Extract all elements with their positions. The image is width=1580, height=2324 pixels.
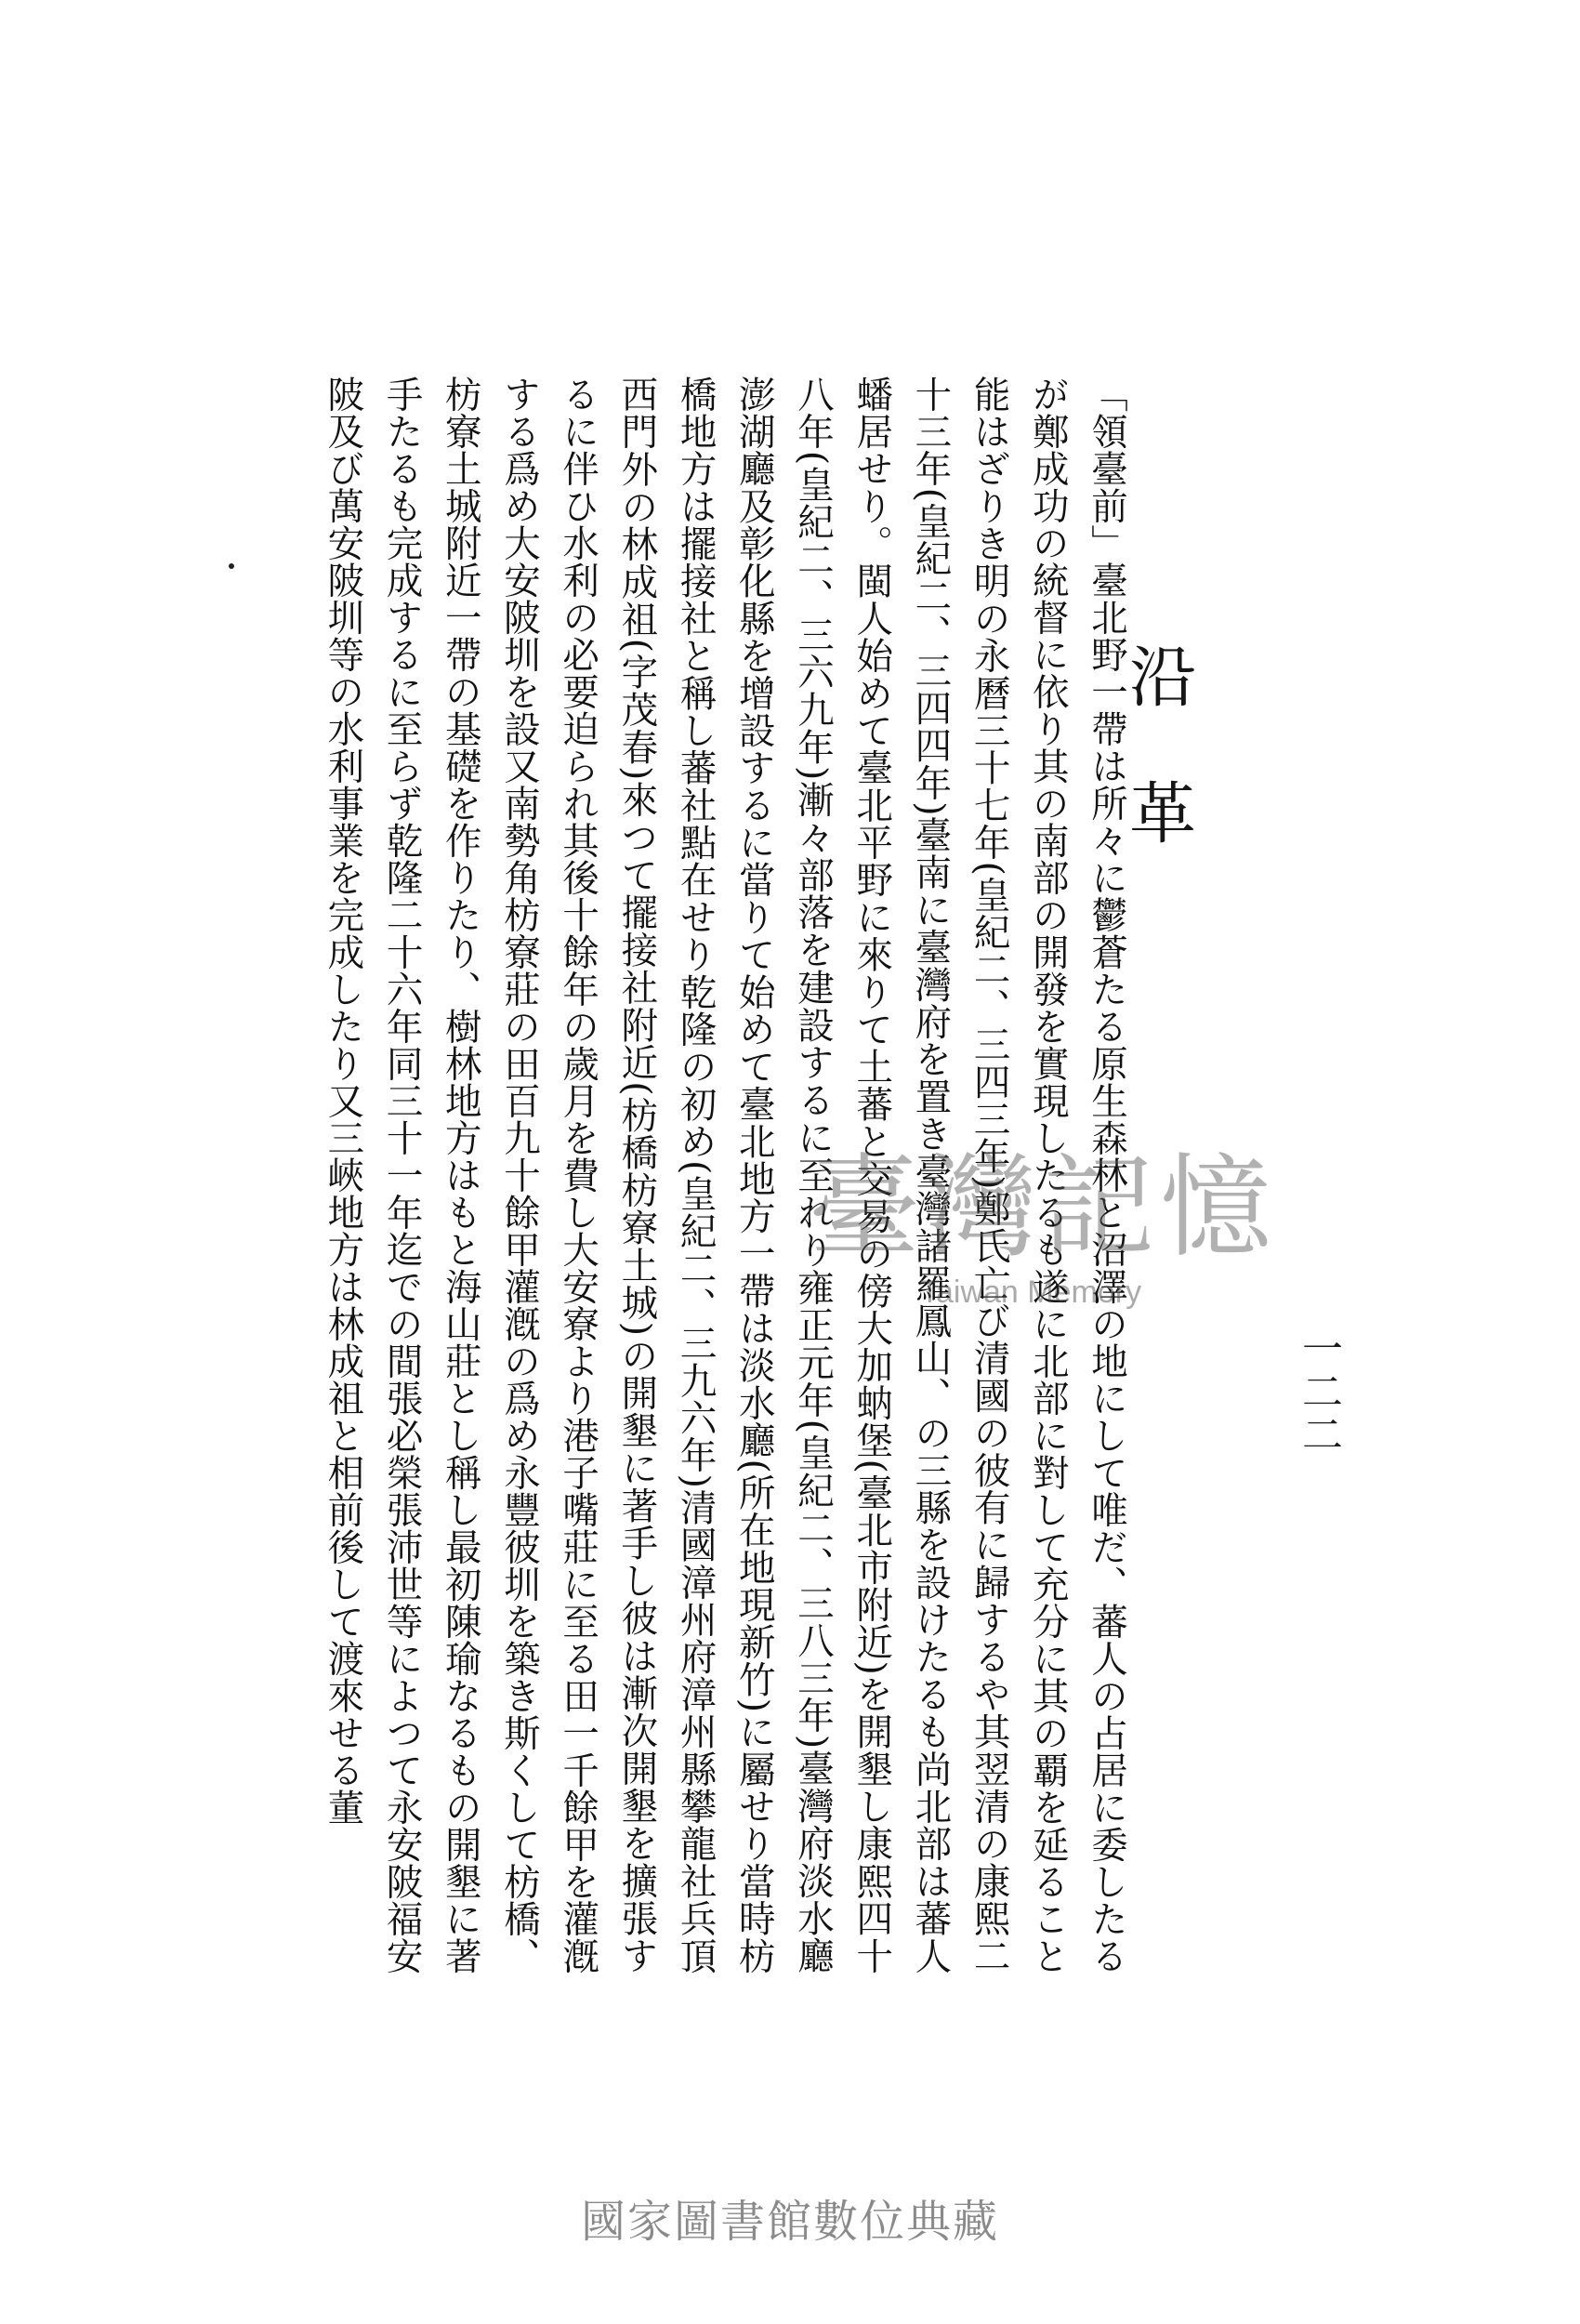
page-number: 一二二 [1295,1327,1342,1456]
watermark-subtitle: Taiwan Memory [920,1274,1142,1310]
body-paragraph: 「領臺前」臺北野一帶は所々に鬱蒼たる原生森林と沼澤の地にして唯だ、蕃人の占居に委したるが鄭成功の統督に依り其の南部の開發を實現したるも遂に北部に對して充分に其の覇を延ること能はざりき明の永曆三十七年(皇紀二、三四三年)鄭氏亡び清國の彼有に歸するや其翌清の康熙二十三年(皇紀二、三四四年)臺南に臺灣府を置き臺灣諸羅鳳山、の三縣を設けたるも尚北部は蕃人蟠居せり。閩人始めて臺北平野に來りて土蕃と交易の傍大加蚋堡(臺北市附近)を開墾し康熙四十八年(皇紀二、三六九年)漸々部落を建設するに至れり雍正元年(皇紀二、三八三年)臺灣府淡水廳澎湖廳及彰化縣を增設するに當りて始めて臺北地方一帶は淡水廳(所在地現新竹)に屬せり當時枋橋地方は擺接社と稱し蕃社點在せり乾隆の初め(皇紀二、三九六年)清國漳州府漳州縣攀龍社兵頂西門外の林成祖(字茂春)來つて擺接社附近(枋橋枋寮土城)の開墾に著手し彼は漸次開墾を擴張するに伴ひ水利の必要迫られ其後十餘年の歲月を費し大安寮より港子嘴莊に至る田一千餘甲を灌漑する爲め大安陂圳を設又南勢角枋寮莊の田百九十餘甲灌漑の爲め永豐彼圳を築き斯くして枋橋、枋寮土城附近一帶の基礎を作りたり、樹林地方はもと海山莊とし稱し最初陳瑜なるもの開墾に著手たるも完成するに至らず乾隆二十六年同三十一年迄での間張必榮張沛世等によつて永安陂福安陂及び萬安陂圳等の水利事業を完成したり又三峽地方は林成祖と相前後して渡來せる董 [322,376,1128,1974]
margin-dot [229,563,234,569]
footer-credit: 國家圖書館數位典藏 [580,2196,999,2248]
watermark-logo-text: 臺灣記憶 [809,1143,1277,1273]
taiwan-memory-watermark [809,1143,1277,1329]
section-title: 沿革 [1118,641,1196,915]
